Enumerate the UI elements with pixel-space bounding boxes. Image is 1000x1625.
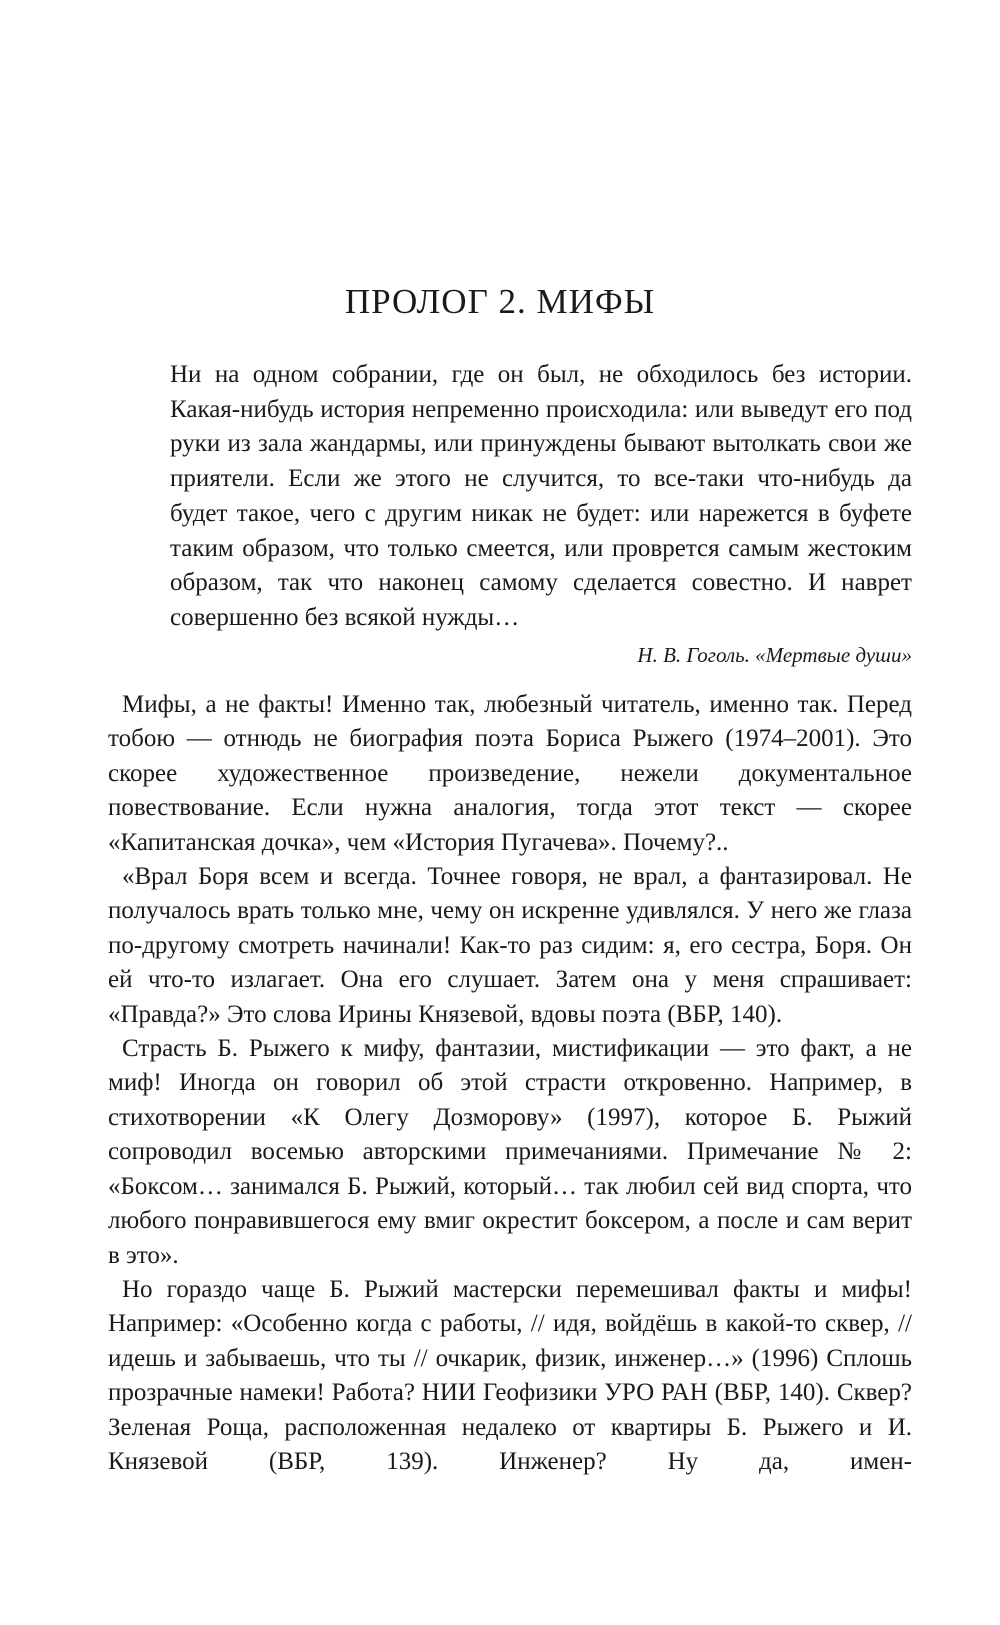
chapter-title: ПРОЛОГ 2. МИФЫ xyxy=(344,282,656,321)
epigraph-source: Н. В. Гоголь. «Мертвые души» xyxy=(637,642,912,667)
paragraph-3: Страсть Б. Рыжего к мифу, фантазии, мистификации — это факт, а не миф! Иногда он говорил об этой страсти откровенно. Например, в стихотворении «К Олегу Дозморову» (1997), которое Б. Рыжий сопроводил восемью авторскими примечаниями. Примечание № 2: «Боксом… занимался Б. Рыжий, который… так любил сей вид спорта, что любого понравившегося ему вмиг окрестит боксером, а после и сам верит в это». xyxy=(108,1035,912,1269)
epigraph xyxy=(170,358,912,670)
paragraph-2: «Врал Боря всем и всегда. Точнее говоря, не врал, а фантазировал. Не получалось врать только мне, чему он искренне удивлялся. У него же глаза по-другому смотреть начинали! Как-то раз сидим: я, его сестра, Боря. Он ей что-то излагает. Она его слушает. Затем она у меня спрашивает: «Правда?» Это слова Ирины Князевой, вдовы поэта (ВБР, 140). xyxy=(108,863,912,1028)
epigraph-text: Ни на одном собрании, где он был, не обходилось без истории. Какая-нибудь история непременно происходила: или выведут его под руки из зала жандармы, или принуждены бывают вытолкать свои же приятели. Если же этого не случится, то все-таки что-нибудь да будет такое, чего с другим никак не будет: или нарежется в буфете таким образом, что только смеется, или проврется самым жестоким образом, так что наконец самому сделается совестно. И наврет совершенно без всякой нужды… xyxy=(170,361,912,631)
paragraph-4: Но гораздо чаще Б. Рыжий мастерски перемешивал факты и мифы! Например: «Особенно когда с работы, // идя, войдёшь в какой-то сквер, // идешь и забываешь, что ты // очкарик, физик, инженер…» (1996) Сплошь прозрачные намеки! Работа? НИИ Геофизики УРО РАН (ВБР, 140). Сквер? Зеленая Роща, расположенная недалеко от квартиры Б. Рыжего и И. Князевой (ВБР, 139). Инженер? Ну да, имен- xyxy=(108,1275,912,1475)
body-text xyxy=(108,688,912,1479)
paragraph-1: Мифы, а не факты! Именно так, любезный читатель, именно так. Перед тобою — отнюдь не биография поэта Бориса Рыжего (1974–2001). Это скорее художественное произведение, нежели документальное повествование. Если нужна аналогия, тогда этот текст — скорее «Капитанская дочка», чем «История Пугачева». Почему?.. xyxy=(108,691,912,856)
